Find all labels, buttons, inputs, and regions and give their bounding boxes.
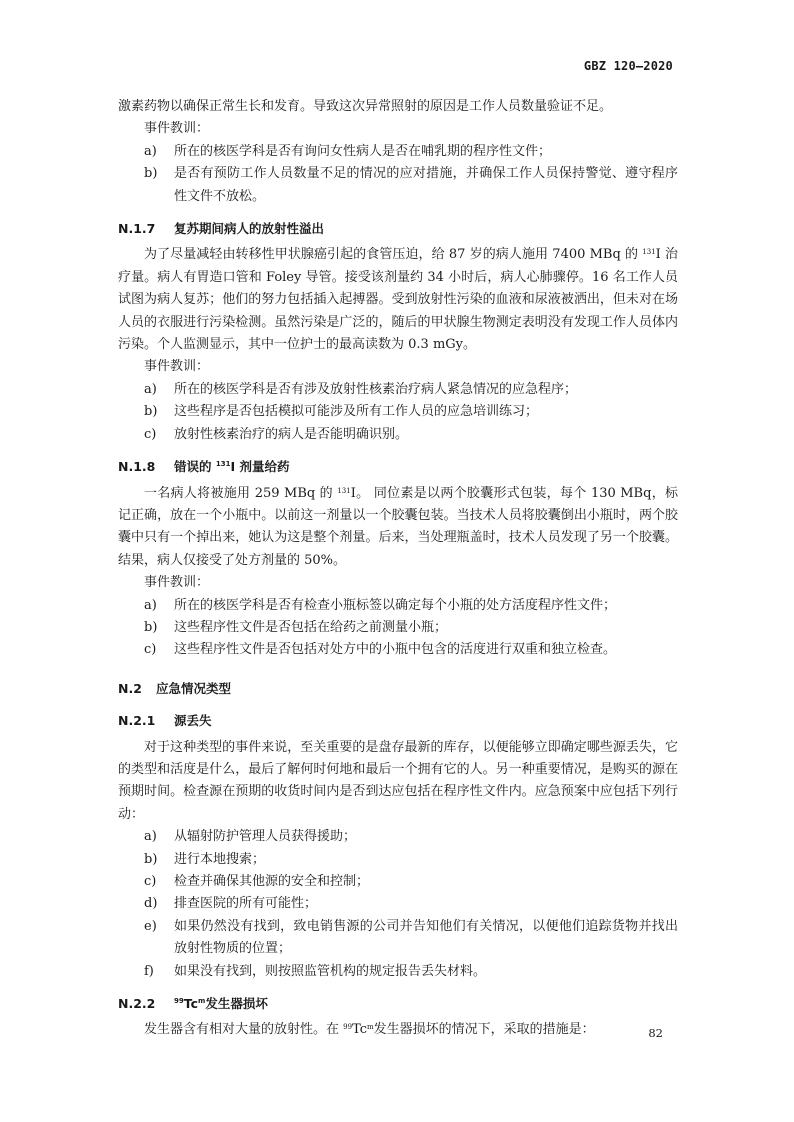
list-item: e) 如果仍然没有找到，致电销售源的公司并告知他们有关情况，以便他们追踪货物并找出放射性物质的位置； [144,918,678,957]
action-list [118,826,678,983]
lessons-label: 事件教训： [144,121,210,137]
list-item: a) 从辐射防护管理人员获得援助； [144,829,357,845]
section-heading-n17: N.1.7 复苏期间病人的放射性溢出 [118,221,325,237]
page-content [118,96,678,1042]
list-item: a) 所在的核医学科是否有涉及放射性核素治疗病人紧急情况的应急程序； [144,381,578,397]
page-number: 82 [648,1026,663,1040]
lessons-label: 事件教训： [144,575,210,591]
list-item: b) 进行本地搜索； [144,851,266,867]
list-item: c) 这些程序性文件是否包括对处方中的小瓶中包含的活度进行双重和独立检查。 [144,642,617,658]
section-paragraph: 发生器含有相对大量的放射性。在 $^{99}$Tc$^m$发生器损坏的情况下，采取的措施是： [144,1022,595,1038]
lessons-label: 事件教训： [144,359,210,375]
section-paragraph: 为了尽量减轻由转移性甲状腺癌引起的食管压迫，给 87 岁的病人施用 7400 MBq 的 $^{131}$I 治疗量。病人有胃造口管和 Foley 导管。接受该剂量约 34 小时后，病人心肺骤停。16 名工作人员试图为病人复苏；他们的努力包括插入起搏器。受到放射性污染的血液和尿液被洒出，但未对在场人员的衣服进行污染检测。虽然污染是广泛的，随后的甲状腺生物测定表明没有发现工作人员体内污染。个人监测显示，其中一位护士的最高读数为 0.3 mGy。 [118,247,678,353]
section-heading-n21: N.2.1 源丢失 [118,713,212,729]
list-item: f) 如果没有找到，则按照监管机构的规定报告丢失材料。 [144,963,487,979]
list-item: c) 放射性核素治疗的病人是否能明确识别。 [144,426,409,442]
section-heading-n18: N.1.8 错误的 $^{131}$I 剂量给药 [118,459,290,475]
section-paragraph: 一名病人将被施用 259 MBq 的 $^{131}$I。 同位素是以两个胶囊形式包装，每个 130 MBq，标记正确，放在一个小瓶中。以前这一剂量以一个胶囊包装。当技术人员将胶囊倒出小瓶时，两个胶囊中只有一个掉出来，她认为这是整个剂量。后来，当处理瓶盖时，技术人员发现了另一个胶囊。结果，病人仅接受了处方剂量的 50%。 [118,485,678,568]
section-paragraph: 对于这种类型的事件来说，至关重要的是盘存最新的库存，以便能够立即确定哪些源丢失，它的类型和活度是什么，最后了解何时何地和最后一个拥有它的人。另一种重要情况，是购买的源在预期时间。检查源在预期的收货时间内是否到达应包括在程序性文件内。应急预案中应包括下列行动： [118,739,678,822]
list-item: a) 所在的核医学科是否有检查小瓶标签以确定每个小瓶的处方活度程序性文件； [144,597,617,613]
document-id-header: GBZ 120—2020 [583,59,673,73]
section-heading-n2: N.2 应急情况类型 [118,680,232,696]
lessons-list [118,379,678,446]
list-item: a) 所在的核医学科是否有询问女性病人是否在哺乳期的程序性文件； [144,143,552,159]
list-item: b) 这些程序性文件是否包括在给药之前测量小瓶； [144,619,448,635]
list-item: b) 这些程序是否包括模拟可能涉及所有工作人员的应急培训练习； [144,404,539,420]
lessons-list [118,141,678,208]
list-item: d) 排查医院的所有可能性； [144,896,318,912]
list-item: b) 是否有预防工作人员数量不足的情况的应对措施，并确保工作人员保持警觉、遵守程序性文件不放松。 [144,166,678,204]
continued-paragraph: 激素药物以确保正常生长和发育。导致这次异常照射的原因是工作人员数量验证不足。 [118,99,613,114]
list-item: c) 检查并确保其他源的安全和控制； [144,874,370,889]
lessons-list [118,595,678,662]
section-heading-n22: N.2.2 $^{99}$Tc$^m$发生器损坏 [118,996,268,1012]
